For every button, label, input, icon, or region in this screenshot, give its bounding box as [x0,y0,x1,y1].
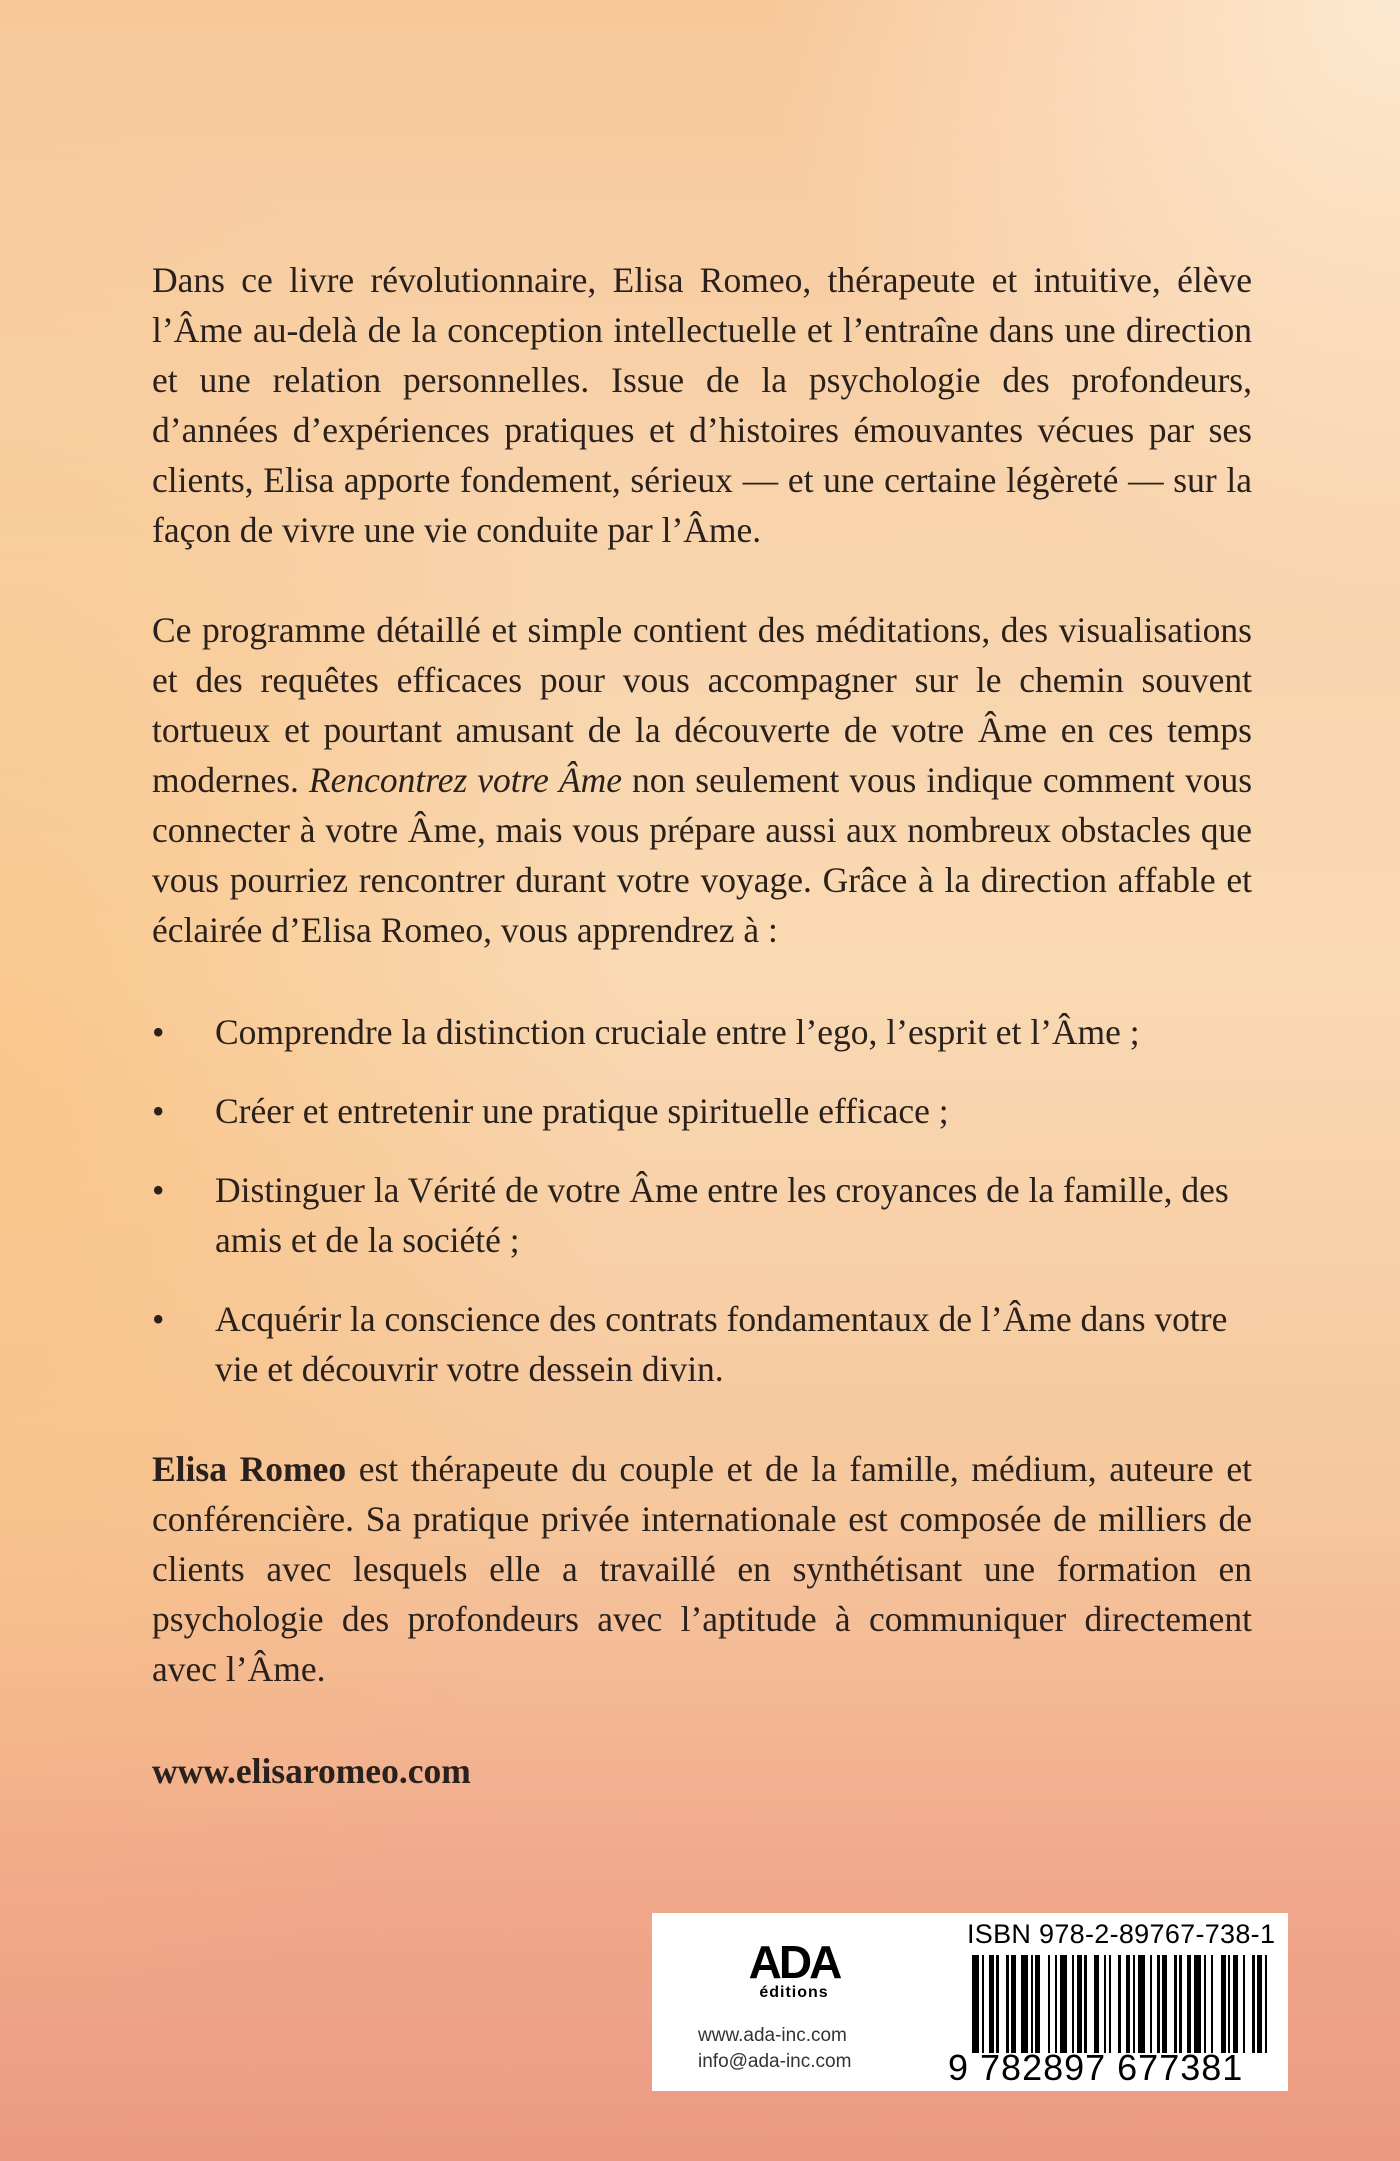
description-paragraph-2 [152,605,1252,955]
bullet-list [152,1007,1252,1394]
author-name: Elisa Romeo [152,1449,347,1489]
barcode-bar [1194,1955,1201,2053]
isbn-label: ISBN 978-2-89767-738-1 [967,1919,1276,1949]
author-bio-text: est thérapeute du couple et de la famille, médium, auteure et conférencière. Sa pratique privée internationale est composée de milliers de clients avec lesquels elle a travaillé en synthétisant une formation en psychologie des profondeurs avec l’aptitude à communiquer directement avec l’Âme. [152,1449,1252,1689]
barcode-icon [972,1955,1272,2053]
ada-logo-icon [714,1936,874,2009]
paragraph-2-end: non seulement vous indique comment vous connecter à votre Âme, mais vous prépare aussi aux nombreux obstacles que vous pourriez rencontrer durant votre voyage. Grâce à la direction affable et éclairée d’Elisa Romeo, vous apprendrez à : [152,760,1253,950]
book-title-italic: Rencontrez votre Âme [308,760,623,800]
bullet-icon: • [152,1170,165,1210]
barcode-bar [1138,1955,1145,2053]
bullet-icon: • [152,1299,165,1339]
barcode-gap [1245,1955,1252,2053]
bullet-icon: • [152,1091,165,1131]
bullet-text: Distinguer la Vérité de votre Âme entre les croyances de la famille, des amis et de la société ; [215,1170,1229,1260]
ada-logo-editions: éditions [759,1984,829,2001]
bullet-item [152,1007,1252,1057]
barcode-gap [1040,1955,1047,2053]
bullet-text: Acquérir la conscience des contrats fondamentaux de l’Âme dans votre vie et découvrir votre dessein divin. [215,1299,1228,1389]
barcode-gap [1213,1955,1220,2053]
barcode-gap [1267,1955,1272,2053]
barcode-gap [999,1955,1006,2053]
publisher-contact [698,2023,851,2075]
barcode-number: 9 782897 677381 [948,2047,1244,2088]
publisher-website: www.ada-inc.com [698,2025,847,2046]
author-website: www.elisaromeo.com [152,1751,471,1791]
barcode-bar [972,1955,979,2053]
barcode-gap [1087,1955,1094,2053]
paragraph-2-start: Ce programme détaillé et simple contient des méditations, des visualisations et des requêtes efficaces pour vous accompagner sur le chemin souvent tortueux et pourtant amusant de la découverte de votre Âme en ces temps modernes. [152,610,1252,800]
bullet-text: Créer et entretenir une pratique spirituelle efficace ; [215,1091,949,1131]
publisher-email: info@ada-inc.com [698,2051,852,2072]
publisher-isbn-box [652,1913,1288,2091]
barcode-bar [1060,1955,1067,2053]
author-bio [152,1444,1252,1694]
ada-logo-letters: ADA [748,1936,840,1988]
bullet-item [152,1294,1252,1394]
bullet-item [152,1086,1252,1136]
bullet-text: Comprendre la distinction cruciale entre l’ego, l’esprit et l’Âme ; [215,1012,1140,1052]
back-cover-text [152,255,1252,1796]
bullet-item [152,1165,1252,1265]
description-paragraph-1: Dans ce livre révolutionnaire, Elisa Romeo, thérapeute et intuitive, élève l’Âme au-delà de la conception intellectuelle et l’entraîne dans une direction et une relation personnelles. Issue de la psychologie des profondeurs, d’années d’expériences pratiques et d’histoires émouvantes vécues par ses clients, Elisa apporte fondement, sérieux — et une certaine légèreté — sur la façon de vivre une vie conduite par l’Âme. [152,260,1252,550]
bullet-icon: • [152,1012,165,1052]
barcode-gap [1111,1955,1118,2053]
barcode-gap [1167,1955,1174,2053]
barcode-bar [1021,1955,1028,2053]
